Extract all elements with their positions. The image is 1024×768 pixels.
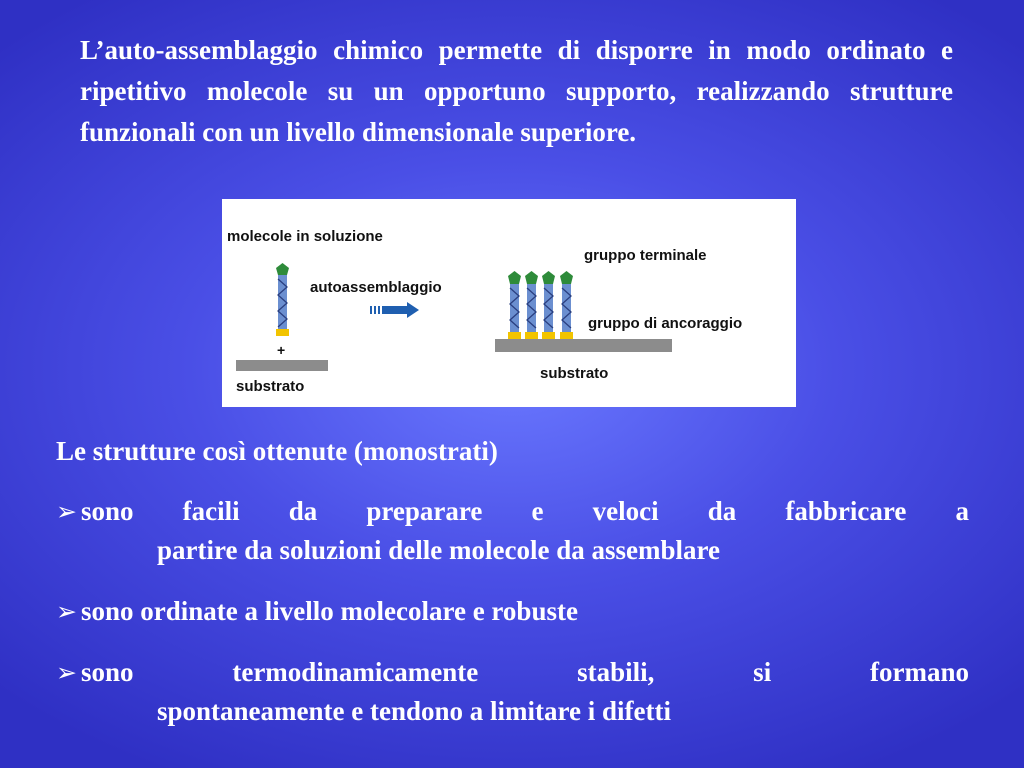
bullet-line-1: sono ordinate a livello molecolare e robuste	[81, 596, 578, 626]
free-molecule	[276, 263, 289, 336]
label-molecules-in-solution: molecole in soluzione	[227, 228, 383, 245]
substrate-left	[236, 360, 328, 371]
label-substrate-right: substrato	[540, 365, 609, 382]
diagram-svg	[222, 199, 796, 407]
label-terminal-group: gruppo terminale	[584, 247, 707, 264]
bullet-line-1: sono facili da preparare e veloci da fabbricare a	[81, 496, 969, 526]
arrow-bullet-icon: ➢	[56, 658, 77, 687]
process-arrow	[370, 302, 419, 318]
bullet-item	[56, 592, 969, 631]
label-plus: +	[277, 342, 286, 358]
label-substrate-left: substrato	[236, 378, 305, 395]
bullet-item	[56, 492, 969, 570]
bullet-line-2: spontaneamente e tendono a limitare i difetti	[157, 696, 671, 726]
assembled-molecule	[508, 271, 521, 339]
molecule-terminal-group	[276, 263, 289, 275]
molecule-anchor-group	[276, 329, 289, 336]
arrow-bullet-icon: ➢	[56, 597, 77, 626]
self-assembly-diagram	[222, 199, 796, 407]
bullet-list	[56, 492, 969, 753]
assembled-molecule	[542, 271, 555, 339]
arrow-bullet-icon: ➢	[56, 497, 77, 526]
substrate-right	[495, 339, 672, 352]
intro-paragraph: L’auto-assemblaggio chimico permette di disporre in modo ordinato e ripetitivo molecole su un opportuno supporto, realizzando strutture funzionali con un livello dimensionale superiore.	[80, 35, 953, 147]
bullet-line-2: partire da soluzioni delle molecole da assemblare	[157, 535, 720, 565]
label-self-assembly: autoassemblaggio	[310, 279, 442, 296]
bullet-item	[56, 653, 969, 731]
assembled-molecule	[560, 271, 573, 339]
bullet-line-1: sono termodinamicamente stabili, si formano	[81, 657, 969, 687]
section-heading: Le strutture così ottenute (monostrati)	[56, 436, 498, 466]
label-anchor-group: gruppo di ancoraggio	[588, 315, 743, 332]
assembled-molecule	[525, 271, 538, 339]
monolayer	[508, 271, 573, 339]
